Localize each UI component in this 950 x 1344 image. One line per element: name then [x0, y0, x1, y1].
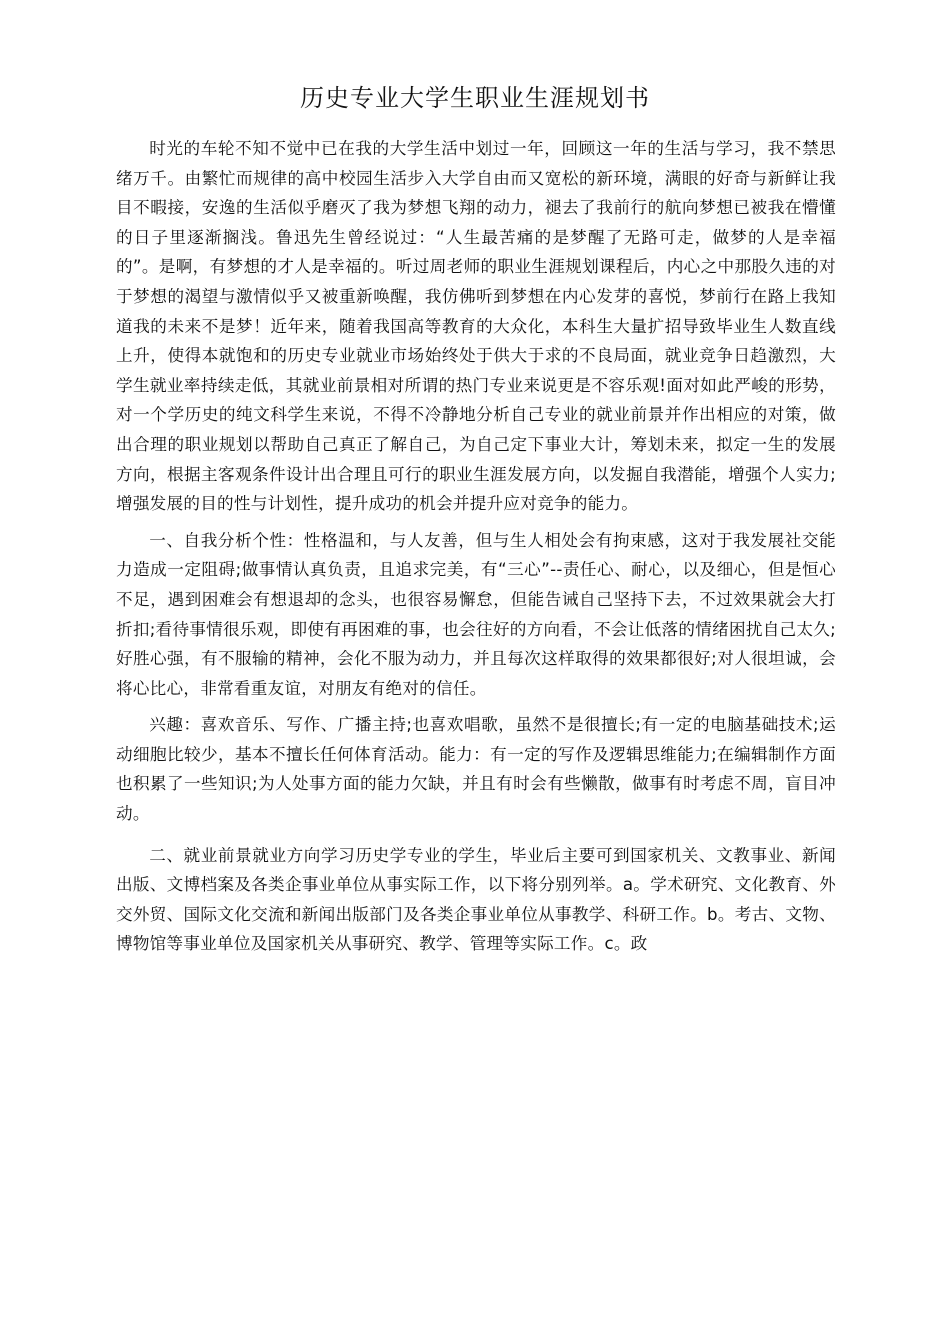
paragraph-employment-prospects: 二、就业前景就业方向学习历史学专业的学生，毕业后主要可到国家机关、文教事业、新闻出版、文博档案及各类企事业单位从事实际工作，以下将分别列举。a。学术研究、文化教育、外交外贸、国际文化交流和新闻出版部门及各类企事业单位从事教学、科研工作。b。考古、文物、博物馆等事业单位及国家机关从事研究、教学、管理等实际工作。c。政	[116, 845, 836, 954]
paragraph-self-analysis: 一、自我分析个性：性格温和，与人友善，但与生人相处会有拘束感，这对于我发展社交能力造成一定阻碍;做事情认真负责，且追求完美，有“三心”--责任心、耐心，以及细心，但是恒心不足，遇到困难会有想退却的念头，也很容易懈怠，但能告诫自己坚持下去，不过效果就会大打折扣;看待事情很乐观，即使有再困难的事，也会往好的方向看，不会让低落的情绪困扰自己太久;好胜心强，有不服输的精神，会化不服为动力，并且每次这样取得的效果都很好;对人很坦诚，会将心比心，非常看重友谊，对朋友有绝对的信任。	[116, 530, 836, 698]
document-body	[116, 134, 836, 959]
paragraph-interests: 兴趣：喜欢音乐、写作、广播主持;也喜欢唱歌，虽然不是很擅长;有一定的电脑基础技术;运动细胞比较少，基本不擅长任何体育活动。能力：有一定的写作及逻辑思维能力;在编辑制作方面也积累了一些知识;为人处事方面的能力欠缺，并且有时会有些懒散，做事有时考虑不周，盲目冲动。	[116, 715, 836, 824]
document-title: 历史专业大学生职业生涯规划书	[300, 84, 650, 112]
paragraph-intro: 时光的车轮不知不觉中已在我的大学生活中划过一年，回顾这一年的生活与学习，我不禁思绪万千。由繁忙而规律的高中校园生活步入大学自由而又宽松的新环境，满眼的好奇与新鲜让我目不暇接，安逸的生活似乎磨灭了我为梦想飞翔的动力，褪去了我前行的航向梦想已被我在懵懂的日子里逐渐搁浅。鲁迅先生曾经说过：“人生最苦痛的是梦醒了无路可走，做梦的人是幸福的”。是啊，有梦想的才人是幸福的。听过周老师的职业生涯规划课程后，内心之中那股久违的对于梦想的渴望与激情似乎又被重新唤醒，我仿佛听到梦想在内心发芽的喜悦，梦前行在路上我知道我的未来不是梦！近年来，随着我国高等教育的大众化，本科生大量扩招导致毕业生人数直线上升，使得本就饱和的历史专业就业市场始终处于供大于求的不良局面，就业竞争日趋激烈，大学生就业率持续走低，其就业前景相对所谓的热门专业来说更是不容乐观!面对如此严峻的形势，对一个学历史的纯文科学生来说，不得不冷静地分析自己专业的就业前景并作出相应的对策，做出合理的职业规划以帮助自己真正了解自己，为自己定下事业大计，筹划未来，拟定一生的发展方向，根据主客观条件设计出合理且可行的职业生涯发展方向，以发掘自我潜能，增强个人实力;增强发展的目的性与计划性，提升成功的机会并提升应对竞争的能力。	[116, 139, 836, 514]
